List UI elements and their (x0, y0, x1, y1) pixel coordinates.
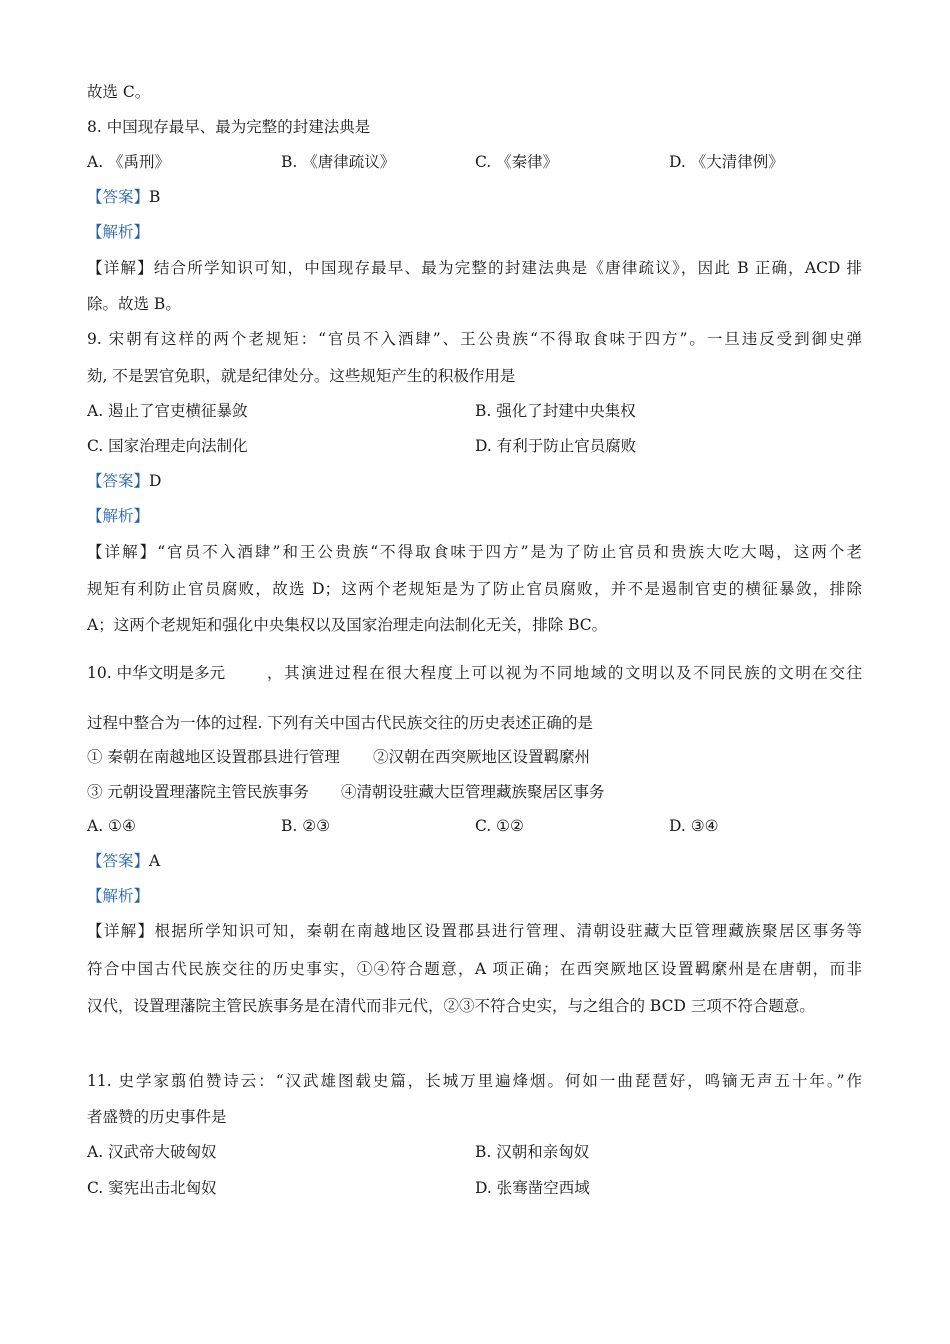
intro-text: 故选 C。 (87, 83, 151, 101)
q9-stem-line-1: 9. 宋朝有这样的两个老规矩：“官员不入酒肆”、王公贵族“不得取食味于四方”。一旦违反受到御史弹 (87, 330, 862, 348)
q10-answer (87, 850, 862, 872)
q8-option-d: D. 《大清律例》 (669, 153, 784, 171)
q10-stem-line-2: 过程中整合为一体的过程. 下列有关中国古代民族交往的历史表述正确的是 (87, 714, 593, 732)
q9-option-b: B. 强化了封建中央集权 (475, 402, 636, 420)
q9-option-c: C. 国家治理走向法制化 (87, 437, 248, 455)
q11-stem-line-2: 者盛赞的历史事件是 (87, 1108, 227, 1126)
detail-tag: 【详解】 (87, 922, 155, 940)
q9-detail-line-3: A；这两个老规矩和强化中央集权以及国家治理走向法制化无关，排除 BC。 (87, 616, 608, 634)
q8-answer (87, 186, 862, 208)
q8-detail-line-2: 除。故选 B。 (87, 295, 181, 313)
q11-option-b: B. 汉朝和亲匈奴 (475, 1143, 590, 1161)
q9-analysis-tag: 【解析】 (87, 507, 150, 525)
q8-detail-line-1: 【详解】结合所学知识可知，中国现存最早、最为完整的封建法典是《唐律疏议》，因此 B 正确，ACD 排 (87, 259, 862, 277)
answer-tag: 【答案】 (87, 472, 150, 490)
answer-tag: 【答案】 (87, 852, 150, 870)
q11-stem-line-1: 11. 史学家翦伯赞诗云：“汉武雄图载史篇，长城万里遍烽烟。何如一曲琵琶好，鸣镝无声五十年。”作 (87, 1072, 862, 1090)
q10-item-4: ④清朝设驻藏大臣管理藏族聚居区事务 (341, 783, 605, 801)
q10-stem-part-2: ，其演进过程在很大程度上可以视为不同地域的文明以及不同民族的文明在交往 (267, 664, 862, 682)
q10-detail-line-1: 【详解】根据所学知识可知，秦朝在南越地区设置郡县进行管理、清朝设驻藏大臣管理藏族聚居区事务等 (87, 922, 862, 940)
q9-detail-line-1: 【详解】“官员不入酒肆”和王公贵族“不得取食味于四方”是为了防止官员和贵族大吃大喝，这两个老 (87, 543, 862, 561)
q9-stem-line-2: 劾, 不是罢官免职，就是纪律处分。这些规矩产生的积极作用是 (87, 367, 516, 385)
q8-analysis-tag: 【解析】 (87, 223, 150, 241)
q10-analysis-tag: 【解析】 (87, 887, 150, 905)
q11-option-c: C. 窦宪出击北匈奴 (87, 1179, 217, 1197)
q8-option-c: C. 《秦律》 (475, 153, 559, 171)
q10-item-1: ① 秦朝在南越地区设置郡县进行管理 (87, 748, 340, 766)
q10-stem-part-1: 10. 中华文明是多元 (87, 664, 226, 682)
q11-option-d: D. 张骞凿空西域 (475, 1179, 590, 1197)
q10-option-d: D. ③④ (669, 817, 719, 835)
q9-option-d: D. 有利于防止官员腐败 (475, 437, 637, 455)
q9-answer (87, 470, 862, 492)
answer-tag: 【答案】 (87, 188, 150, 206)
q10-item-2: ②汉朝在西突厥地区设置羁縻州 (373, 748, 591, 766)
q10-option-c: C. ①② (475, 817, 524, 835)
q8-option-b: B. 《唐律疏议》 (281, 153, 396, 171)
q8-option-a: A. 《禹刑》 (87, 153, 171, 171)
detail-tag: 【详解】 (87, 543, 158, 561)
detail-tag: 【详解】 (87, 259, 154, 277)
q10-item-3: ③ 元朝设置理藩院主管民族事务 (87, 783, 309, 801)
q10-option-a: A. ①④ (87, 817, 136, 835)
q11-option-a: A. 汉武帝大破匈奴 (87, 1143, 217, 1161)
q10-option-b: B. ②③ (281, 817, 331, 835)
answer-value: A (149, 852, 161, 870)
answer-value: B (149, 188, 161, 206)
answer-value: D (149, 472, 162, 490)
q9-detail-line-2: 规矩有利防止官员腐败，故选 D；这两个老规矩是为了防止官员腐败，并不是遏制官吏的横征暴敛，排除 (87, 580, 862, 598)
q10-detail-line-2: 符合中国古代民族交往的历史事实，①④符合题意，A 项正确；在西突厥地区设置羁縻州是在唐朝，而非 (87, 960, 862, 978)
q10-detail-line-3: 汉代，设置理藩院主管民族事务是在清代而非元代，②③不符合史实，与之组合的 BCD 三项不符合题意。 (87, 997, 815, 1015)
q9-option-a: A. 遏止了官吏横征暴敛 (87, 402, 248, 420)
q8-stem: 8. 中国现存最早、最为完整的封建法典是 (87, 118, 371, 136)
